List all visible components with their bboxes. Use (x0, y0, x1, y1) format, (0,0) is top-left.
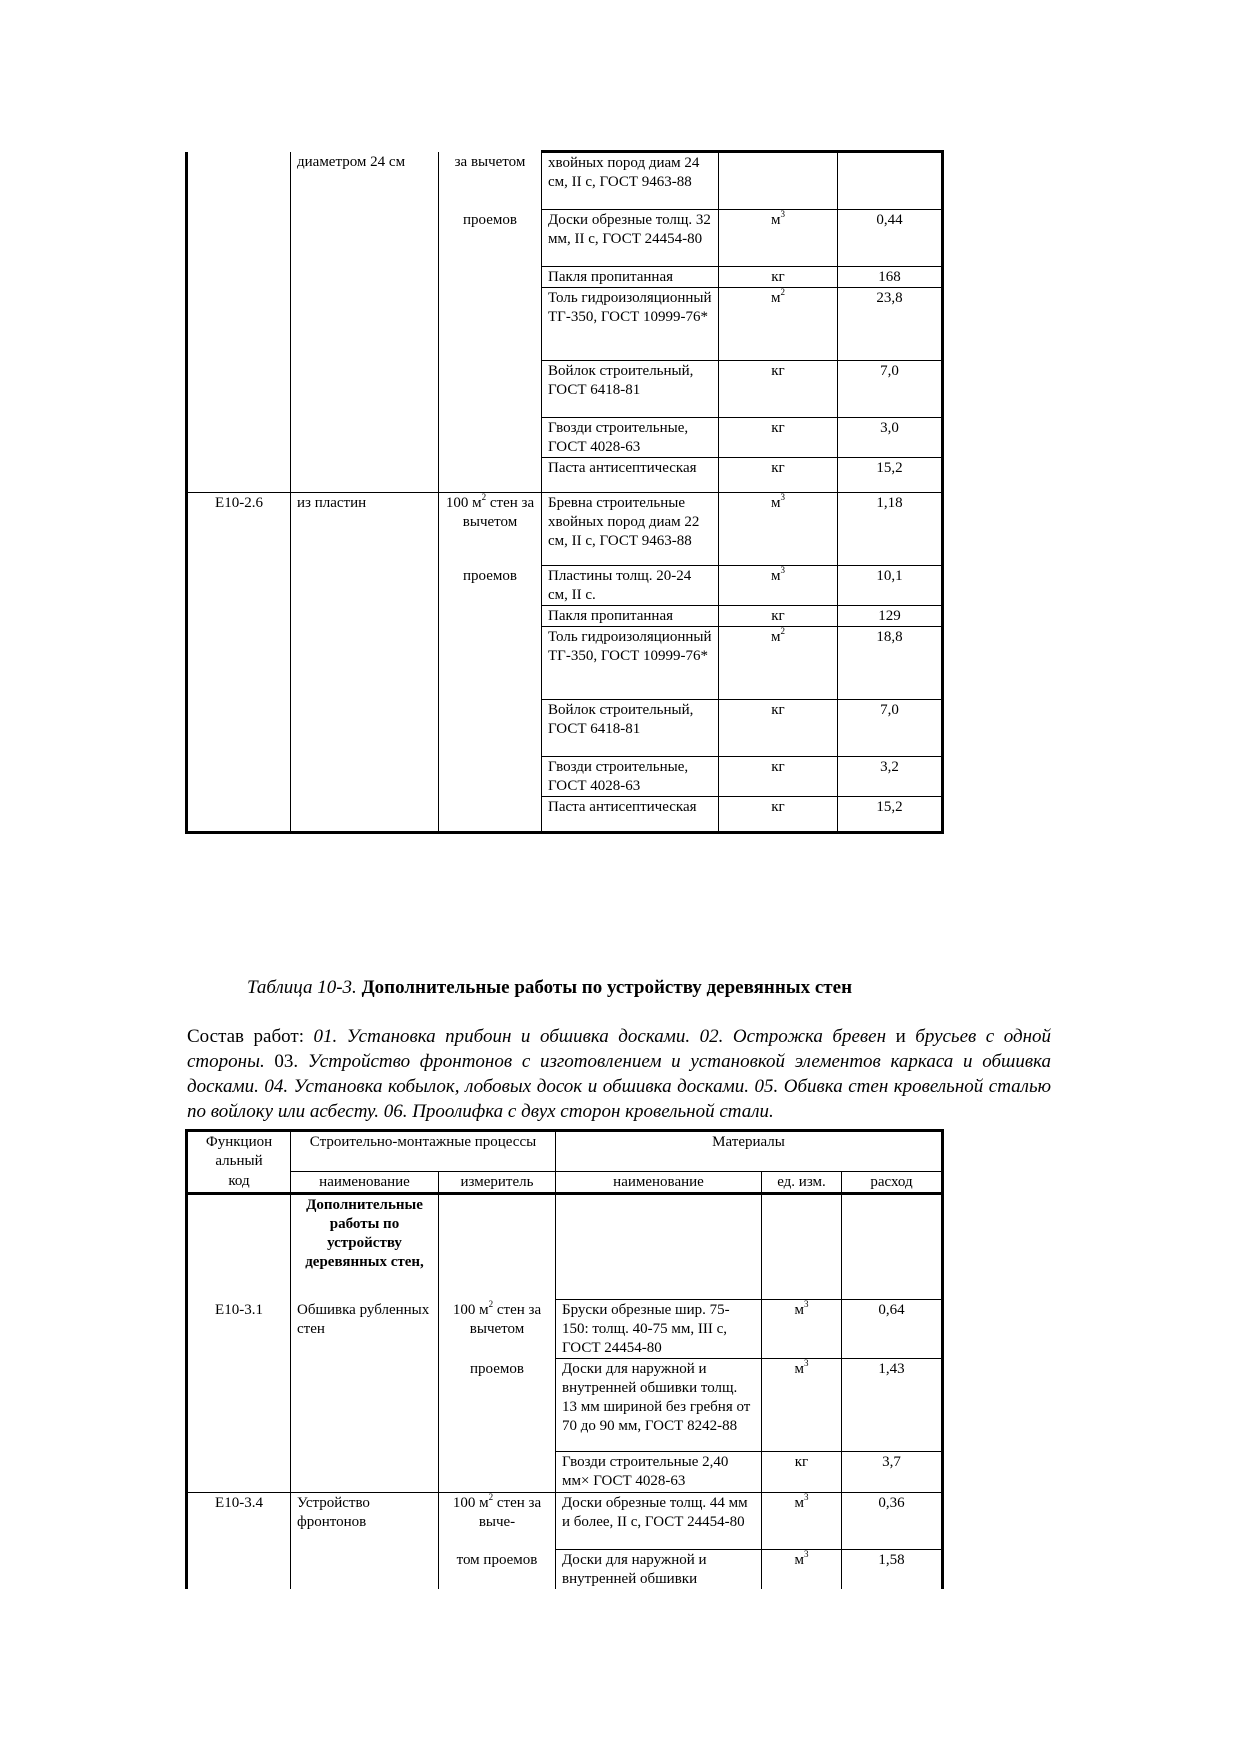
table1-row (187, 700, 943, 757)
table2-measure-cell (439, 1452, 556, 1493)
table2-row (187, 1452, 943, 1493)
table1-measure-cell (439, 627, 542, 700)
table1-code-cell (187, 288, 291, 361)
table1-material-cell: Толь гидроизоляционный ТГ-350, ГОСТ 10999-76* (542, 288, 719, 361)
table2-code-cell (187, 1359, 291, 1452)
table1-rate-cell: 168 (838, 267, 943, 288)
table2-measure-cell: том проемов (439, 1550, 556, 1590)
table1-rate-cell: 0,44 (838, 210, 943, 267)
table1-material-cell: Гвозди строительные, ГОСТ 4028-63 (542, 757, 719, 797)
composition-part-2: брусьев с одной стороны. (187, 1026, 1052, 1072)
table2-material-cell: Доски для наружной и внутренней обшивки (556, 1550, 762, 1590)
table1-code-cell (187, 267, 291, 288)
table1-code-cell (187, 458, 291, 493)
composition-and: и (895, 1026, 906, 1047)
table1-code-cell (187, 700, 291, 757)
table2-rate-cell: 1,58 (842, 1550, 943, 1590)
table1-code-cell (187, 627, 291, 700)
table1-measure-cell (439, 797, 542, 833)
table1-material-cell: Войлок строительный, ГОСТ 6418-81 (542, 700, 719, 757)
group-material-empty (556, 1193, 762, 1300)
table1-row (187, 627, 943, 700)
table1-name-cell (291, 757, 439, 797)
table1-code-cell (187, 210, 291, 267)
table1-rate-cell: 23,8 (838, 288, 943, 361)
table1-measure-cell (439, 418, 542, 458)
table1-name-cell (291, 606, 439, 627)
group-measure-empty (439, 1193, 556, 1300)
table2-measure-cell: 100 $м^2$ стен за выче- (439, 1493, 556, 1550)
table1-row (187, 361, 943, 418)
table2-unit-cell: $м^3$ (762, 1550, 842, 1590)
table1-material-cell: Паста антисептическая (542, 797, 719, 833)
table1-name-cell (291, 700, 439, 757)
table1-unit-cell: кг (719, 606, 838, 627)
table1-name-cell: диаметром 24 см (291, 152, 439, 210)
table2-material-cell: Доски для наружной и внутренней обшивки толщ. 13 мм шириной без гребня от 70 до 90 мм, ГОСТ 8242-88 (556, 1359, 762, 1452)
table1-unit-cell: $м^3$ (719, 493, 838, 566)
table1-row (187, 606, 943, 627)
table1-unit-cell: $м^3$ (719, 210, 838, 267)
table1-measure-cell (439, 288, 542, 361)
table1-rate-cell: 1,18 (838, 493, 943, 566)
table1-measure-cell: 100 $м^2$ стен за вычетом (439, 493, 542, 566)
table1-rate-cell: 10,1 (838, 566, 943, 606)
table2-name-cell (291, 1452, 439, 1493)
table-number: Таблица 10-3. (247, 977, 357, 998)
group-code-empty (187, 1193, 291, 1300)
table1-unit-cell: кг (719, 797, 838, 833)
table1-measure-cell (439, 757, 542, 797)
table1-code-cell: Е10-2.6 (187, 493, 291, 566)
table1-row (187, 757, 943, 797)
composition-part-1: 01. Установка прибоин и обшивка досками. 02. Острожка бревен (313, 1026, 887, 1047)
table1-material-cell: Гвозди строительные, ГОСТ 4028-63 (542, 418, 719, 458)
table1-row (187, 267, 943, 288)
table2-unit-cell: $м^3$ (762, 1493, 842, 1550)
work-composition (187, 1024, 1051, 1124)
table1-rate-cell: 15,2 (838, 458, 943, 493)
header-process-name: наименование (291, 1171, 439, 1193)
table1-row (187, 797, 943, 833)
table1-rate-cell: 18,8 (838, 627, 943, 700)
table1-name-cell (291, 566, 439, 606)
table1-unit-cell: кг (719, 757, 838, 797)
table1-unit-cell: $м^3$ (719, 566, 838, 606)
header-material-rate: расход (842, 1171, 943, 1193)
table1-row (187, 418, 943, 458)
norms-table-continuation (185, 150, 944, 834)
header-material-unit: ед. изм. (762, 1171, 842, 1193)
table1-row (187, 288, 943, 361)
table1-name-cell (291, 797, 439, 833)
table1-name-cell (291, 361, 439, 418)
table-title: Дополнительные работы по устройству деревянных стен (361, 977, 853, 998)
table1-measure-cell: проемов (439, 210, 542, 267)
table1-unit-cell: кг (719, 267, 838, 288)
table1-rate-cell: 15,2 (838, 797, 943, 833)
table1-material-cell: Толь гидроизоляционный ТГ-350, ГОСТ 10999-76* (542, 627, 719, 700)
composition-number-3: 03. (274, 1051, 299, 1072)
header-process: Строительно-монтажные процессы (291, 1131, 556, 1172)
table2-material-cell: Гвозди строительные 2,40 мм× ГОСТ 4028-63 (556, 1452, 762, 1493)
table2-name-cell: Обшивка рубленных стен (291, 1300, 439, 1359)
table1-rate-cell: 3,0 (838, 418, 943, 458)
table1-material-cell: Бревна строительные хвойных пород диам 22 см, II с, ГОСТ 9463-88 (542, 493, 719, 566)
table2-unit-cell: $м^3$ (762, 1300, 842, 1359)
table2-row (187, 1359, 943, 1452)
header-code-line2: код (187, 1171, 291, 1193)
table1-row (187, 566, 943, 606)
table2-code-cell: Е10-3.1 (187, 1300, 291, 1359)
table2-rate-cell: 0,64 (842, 1300, 943, 1359)
table1-row (187, 458, 943, 493)
table1-material-cell: Паста антисептическая (542, 458, 719, 493)
table1-row (187, 210, 943, 267)
table2-measure-cell: проемов (439, 1359, 556, 1452)
table2-rate-cell: 1,43 (842, 1359, 943, 1452)
table2-measure-cell: 100 $м^2$ стен за вычетом (439, 1300, 556, 1359)
table1-material-cell: Пакля пропитанная (542, 267, 719, 288)
table1-measure-cell: проемов (439, 566, 542, 606)
table1-name-cell (291, 267, 439, 288)
composition-part-3: Устройство фронтонов с изготовлением и установкой элементов каркаса и обшивка досками. 04. Установка кобылок, лобовых досок и обшивка досками. 05. Обивка стен кровельной сталью по войлоку или асбесту. 06. Проолифка с двух сторон кровельной стали. (187, 1051, 1052, 1122)
table1-name-cell (291, 418, 439, 458)
table1-name-cell (291, 210, 439, 267)
table2-rate-cell: 3,7 (842, 1452, 943, 1493)
group-rate-empty (842, 1193, 943, 1300)
table2-row (187, 1550, 943, 1590)
table1-code-cell (187, 361, 291, 418)
table1-code-cell (187, 757, 291, 797)
group-title: Дополнительные работы по устройству деревянных стен, (291, 1193, 439, 1300)
group-unit-empty (762, 1193, 842, 1300)
table1-unit-cell: кг (719, 700, 838, 757)
table1-unit-cell: $м^2$ (719, 288, 838, 361)
table1-rate-cell: 7,0 (838, 361, 943, 418)
header-materials: Материалы (556, 1131, 943, 1172)
table1-rate-cell: 3,2 (838, 757, 943, 797)
table1-code-cell (187, 566, 291, 606)
table1-name-cell (291, 458, 439, 493)
table1-rate-cell: 7,0 (838, 700, 943, 757)
table2-row (187, 1493, 943, 1550)
table1-name-cell (291, 288, 439, 361)
table1-unit-cell (719, 152, 838, 210)
table1-material-cell: Пакля пропитанная (542, 606, 719, 627)
table1-row (187, 493, 943, 566)
table2-row (187, 1300, 943, 1359)
table1-name-cell (291, 627, 439, 700)
table1-measure-cell (439, 267, 542, 288)
table1-material-cell: Войлок строительный, ГОСТ 6418-81 (542, 361, 719, 418)
table1-measure-cell (439, 458, 542, 493)
table1-code-cell (187, 418, 291, 458)
table2-code-cell: Е10-3.4 (187, 1493, 291, 1550)
table2-name-cell: Устройство фронтонов (291, 1493, 439, 1550)
table1-name-cell: из пластин (291, 493, 439, 566)
table1-rate-cell: 129 (838, 606, 943, 627)
table1-code-cell (187, 797, 291, 833)
table1-material-cell: Доски обрезные толщ. 32 мм, II с, ГОСТ 24454-80 (542, 210, 719, 267)
table2-code-cell (187, 1550, 291, 1590)
table1-material-cell: хвойных пород диам 24 см, II с, ГОСТ 9463-88 (542, 152, 719, 210)
table1-material-cell: Пластины толщ. 20-24 см, II с. (542, 566, 719, 606)
table1-measure-cell (439, 606, 542, 627)
table2-code-cell (187, 1452, 291, 1493)
table1-measure-cell: за вычетом (439, 152, 542, 210)
table2-unit-cell: $м^3$ (762, 1359, 842, 1452)
table1-unit-cell: кг (719, 458, 838, 493)
table1-code-cell (187, 152, 291, 210)
table1-code-cell (187, 606, 291, 627)
header-process-measure: измеритель (439, 1171, 556, 1193)
table1-measure-cell (439, 361, 542, 418)
table1-rate-cell (838, 152, 943, 210)
header-code: Функцион альный (187, 1131, 291, 1172)
table2-rate-cell: 0,36 (842, 1493, 943, 1550)
table1-unit-cell: $м^2$ (719, 627, 838, 700)
table2-material-cell: Бруски обрезные шир. 75-150: толщ. 40-75 мм, III с, ГОСТ 24454-80 (556, 1300, 762, 1359)
composition-label: Состав работ: (187, 1026, 304, 1047)
table-caption (247, 976, 852, 1000)
table1-row (187, 152, 943, 210)
table1-unit-cell: кг (719, 418, 838, 458)
table2-material-cell: Доски обрезные толщ. 44 мм и более, II с, ГОСТ 24454-80 (556, 1493, 762, 1550)
table1-unit-cell: кг (719, 361, 838, 418)
table2-name-cell (291, 1550, 439, 1590)
table2-unit-cell: кг (762, 1452, 842, 1493)
table2-name-cell (291, 1359, 439, 1452)
header-material-name: наименование (556, 1171, 762, 1193)
additional-works-table (185, 1129, 944, 1589)
table1-measure-cell (439, 700, 542, 757)
